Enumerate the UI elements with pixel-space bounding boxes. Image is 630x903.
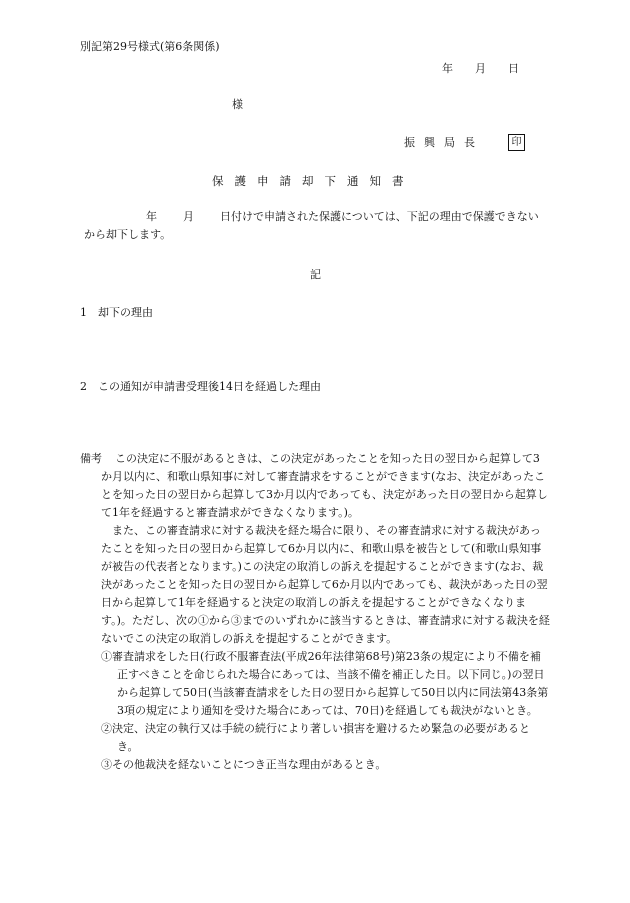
date-year-label: 年 xyxy=(442,62,453,75)
remarks-para-1-text: この決定に不服があるときは、この決定があったことを知った日の翌日から起算して3か月以内に、和歌山県知事に対して審査請求をすることができます(なお、決定があったことを知った日の翌日から起算して3か月以内であっても、決定があった日の翌日から起算して1年を経過すると審査請求ができなくなります。)。 xyxy=(101,452,548,519)
form-number: 別記第29号様式(第6条関係) xyxy=(80,40,220,53)
intro-month-label: 月 xyxy=(183,210,194,223)
item-delay-reason: 2 この通知が申請書受理後14日を経過した理由 xyxy=(80,380,321,393)
remarks-para-2: また、この審査請求に対する裁決を経た場合に限り、その審査請求に対する裁決があったことを知った日の翌日から起算して6か月以内に、和歌山県を被告として(和歌山県知事が被告の代表者となります。)この決定の取消しの訴えを提起することができます(なお、裁決があったことを知った日の翌日から起算して6か月以内であっても、裁決があった日の翌日から起算して1年を経過すると決定の取消しの訴えを提起することができなくなります。)。ただし、次の①から③までのいずれかに該当するときは、審査請求に対する裁決を経ないでこの決定の取消しの訴えを提起することができます。 xyxy=(101,524,550,645)
ki-heading: 記 xyxy=(310,268,321,281)
date-line xyxy=(442,60,519,78)
remarks-item-3: ③その他裁決を経ないことにつき正当な理由があるとき。 xyxy=(101,758,387,771)
remarks-label: 備考 xyxy=(80,452,102,465)
item-rejection-reason: 1 却下の理由 xyxy=(80,306,153,319)
remarks-item-2: ②決定、決定の執行又は手続の続行により著しい損害を避けるため緊急の必要があるとき。 xyxy=(101,722,530,753)
remarks-para-1 xyxy=(80,450,550,522)
sender-title: 振興局長 xyxy=(404,136,484,149)
remarks-item-1: ①審査請求をした日(行政不服審査法(平成26年法律第68号)第23条の規定により不備を補正すべきことを命じられた場合にあっては、当該不備を補正した日。以下同じ。)の翌日から起算して50日(当該審査請求をした日の翌日から起算して50日以内に同法第43条第3項の規定により通知を受けた場合にあっては、70日)を経過しても裁決がないとき。 xyxy=(101,650,549,717)
remarks-section xyxy=(80,450,550,774)
date-day-label: 日 xyxy=(508,62,519,75)
date-month-label: 月 xyxy=(475,62,486,75)
intro-paragraph xyxy=(84,208,544,244)
intro-year-label: 年 xyxy=(146,210,157,223)
document-title: 保護申請却下通知書 xyxy=(212,174,415,188)
intro-text: 日付けで申請された保護については、下記の理由で保護できないから却下します。 xyxy=(84,210,539,241)
seal-mark: 印 xyxy=(508,134,525,151)
addressee-honorific: 様 xyxy=(232,98,243,111)
